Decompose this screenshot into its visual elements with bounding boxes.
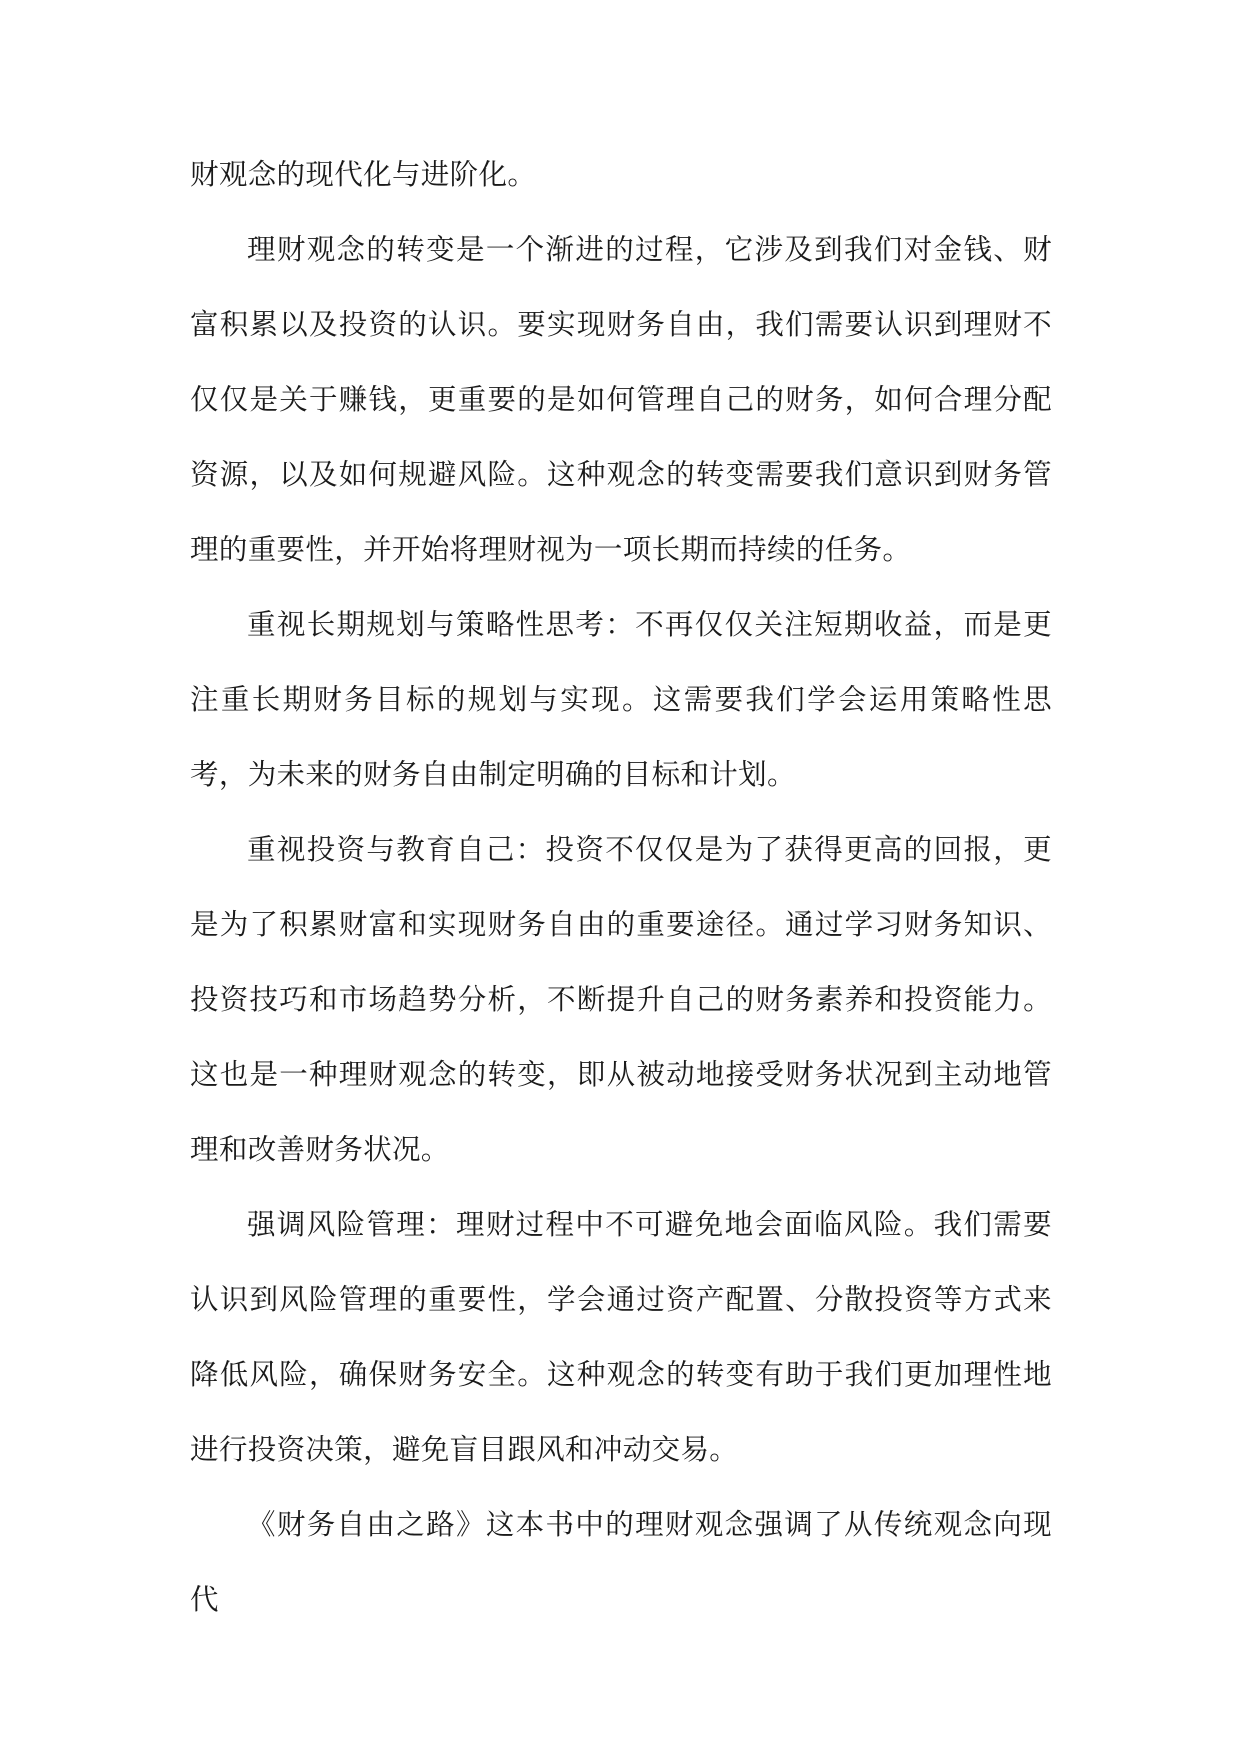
paragraph-investment-education: 重视投资与教育自己：投资不仅仅是为了获得更高的回报，更是为了积累财富和实现财务自由的重要途径。通过学习财务知识、投资技巧和市场趋势分析，不断提升自己的财务素养和投资能力。这也是一种理财观念的转变，即从被动地接受财务状况到主动地管理和改善财务状况。 xyxy=(190,833,1052,1166)
paragraph-continuation: 财观念的现代化与进阶化。 xyxy=(190,158,537,191)
document-body xyxy=(190,137,1052,1637)
paragraph-book-summary: 《财务自由之路》这本书中的理财观念强调了从传统观念向现代 xyxy=(190,1508,1052,1616)
paragraph-risk-management: 强调风险管理：理财过程中不可避免地会面临风险。我们需要认识到风险管理的重要性，学会通过资产配置、分散投资等方式来降低风险，确保财务安全。这种观念的转变有助于我们更加理性地进行投资决策，避免盲目跟风和冲动交易。 xyxy=(190,1208,1052,1466)
paragraph-concept-shift: 理财观念的转变是一个渐进的过程，它涉及到我们对金钱、财富积累以及投资的认识。要实现财务自由，我们需要认识到理财不仅仅是关于赚钱，更重要的是如何管理自己的财务，如何合理分配资源，以及如何规避风险。这种观念的转变需要我们意识到财务管理的重要性，并开始将理财视为一项长期而持续的任务。 xyxy=(190,233,1052,566)
paragraph-long-term-planning: 重视长期规划与策略性思考：不再仅仅关注短期收益，而是更注重长期财务目标的规划与实现。这需要我们学会运用策略性思考，为未来的财务自由制定明确的目标和计划。 xyxy=(190,608,1052,791)
